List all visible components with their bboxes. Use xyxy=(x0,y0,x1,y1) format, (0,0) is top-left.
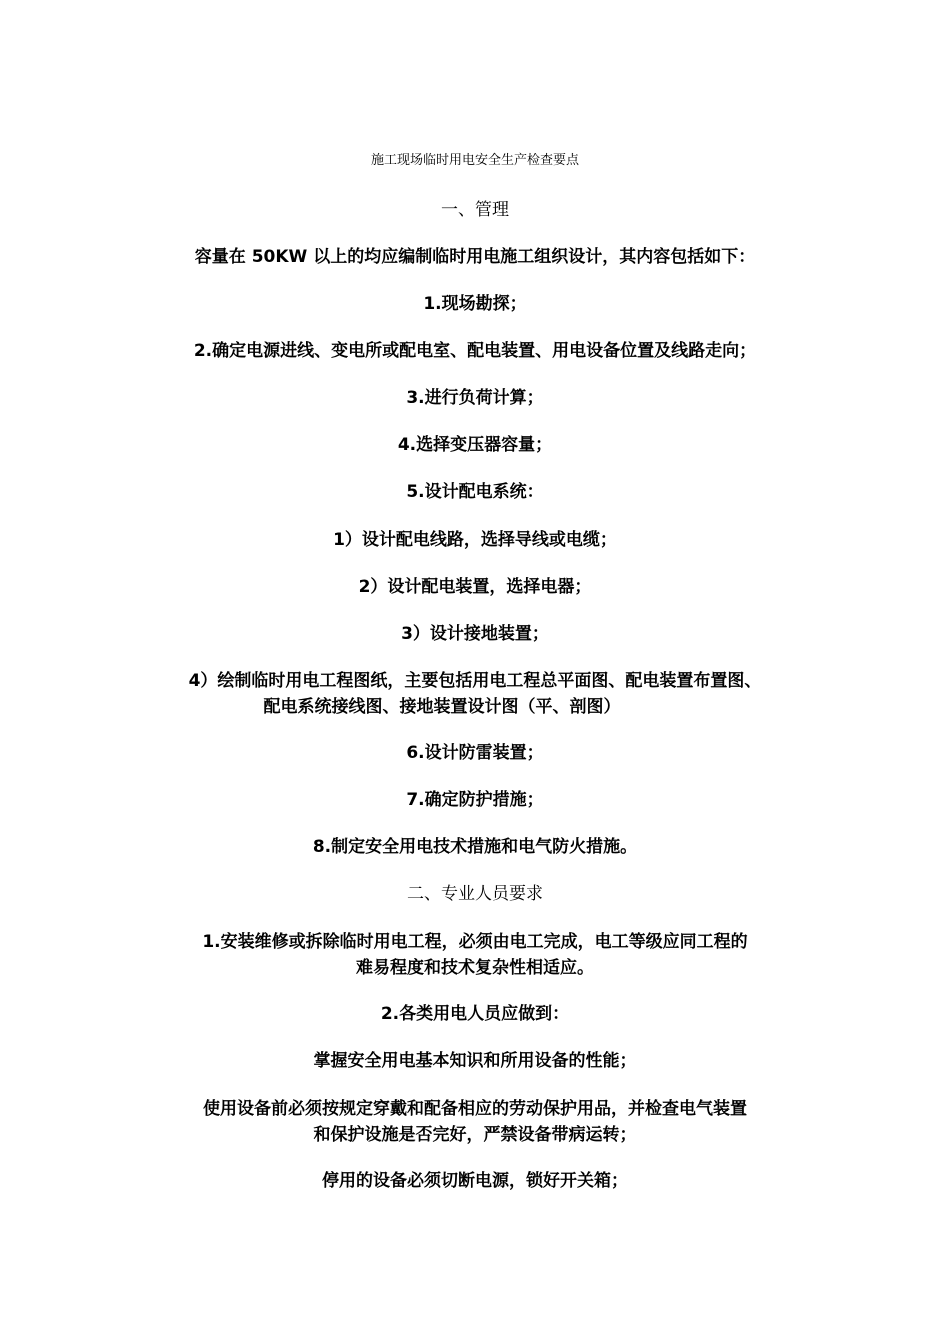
section-heading-personnel: 二、专业人员要求 xyxy=(407,884,543,904)
list-item: 6.设计防雷装置； xyxy=(406,743,544,763)
list-item-continuation: 和保护设施是否完好，严禁设备带病运转； xyxy=(313,1125,637,1145)
list-item: 1）设计配电线路，选择导线或电缆； xyxy=(333,530,617,550)
list-item: 掌握安全用电基本知识和所用设备的性能； xyxy=(313,1051,637,1071)
list-item-continuation: 难易程度和技术复杂性相适应。 xyxy=(356,958,594,978)
list-item: 8.制定安全用电技术措施和电气防火措施。 xyxy=(312,837,638,857)
list-item: 2.确定电源进线、变电所或配电室、配电装置、用电设备位置及线路走向； xyxy=(193,341,757,361)
document-title: 施工现场临时用电安全生产检查要点 xyxy=(370,153,579,168)
list-item: 4）绘制临时用电工程图纸，主要包括用电工程总平面图、配电装置布置图、 xyxy=(188,671,762,691)
list-item: 4.选择变压器容量； xyxy=(397,435,553,455)
list-item: 7.确定防护措施； xyxy=(406,790,544,810)
list-item: 3）设计接地装置； xyxy=(401,624,549,644)
list-item: 停用的设备必须切断电源，锁好开关箱； xyxy=(322,1171,628,1191)
list-item-continuation: 配电系统接线图、接地装置设计图（平、剖图） xyxy=(263,697,621,717)
list-item: 使用设备前必须按规定穿戴和配备相应的劳动保护用品，并检查电气装置 xyxy=(203,1099,747,1119)
list-item: 3.进行负荷计算； xyxy=(406,388,544,408)
section-heading-management: 一、管理 xyxy=(441,200,509,220)
list-item: 2）设计配电装置，选择电器； xyxy=(358,577,592,597)
section-intro: 容量在 50KW 以上的均应编制临时用电施工组织设计，其内容包括如下： xyxy=(194,247,756,267)
list-item: 2.各类用电人员应做到： xyxy=(380,1004,570,1024)
list-item: 1.现场勘探； xyxy=(423,294,527,314)
list-item: 1.安装维修或拆除临时用电工程，必须由电工完成，电工等级应同工程的 xyxy=(202,932,748,952)
list-item: 5.设计配电系统： xyxy=(406,482,544,502)
